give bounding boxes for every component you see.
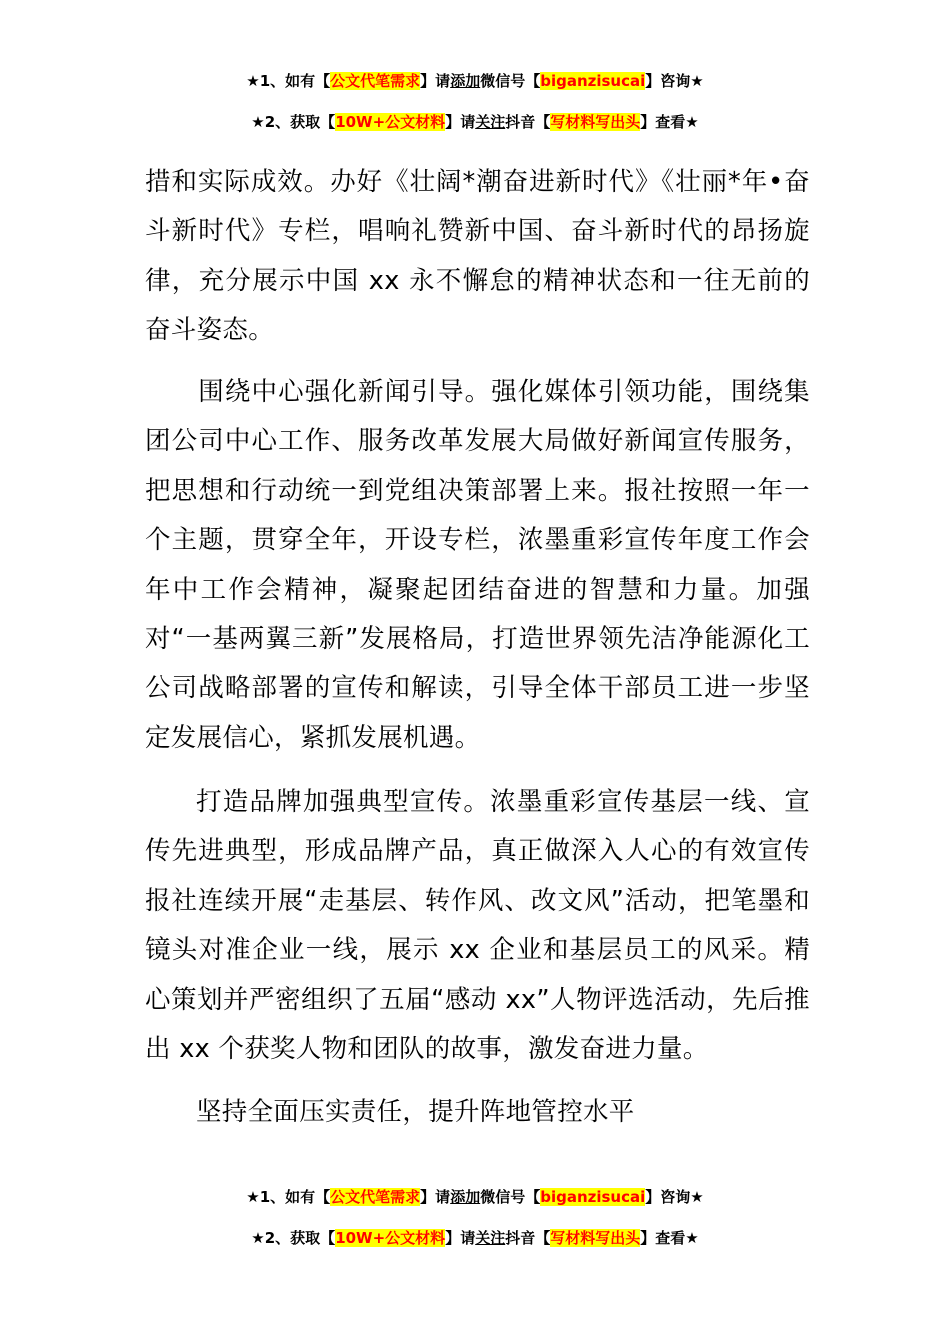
ad-banner-line-1-top <box>0 70 950 92</box>
ad-prefix: ★2、获取【 <box>251 1229 336 1247</box>
ad-text: 微信号【 <box>480 72 541 90</box>
body-paragraph-1: 措和实际成效。办好《壮阔*潮奋进新时代》《壮丽*年•奋斗新时代》专栏，唱响礼赞新中国、奋斗新时代的昂扬旋律，充分展示中国 xx 永不懈怠的精神状态和一往无前的奋斗姿态。 <box>145 167 810 346</box>
body-paragraph-3: 打造品牌加强典型宣传。浓墨重彩宣传基层一线、宣传先进典型，形成品牌产品，真正做深入人心的有效宣传报社连续开展“走基层、转作风、改文风”活动，把笔墨和镜头对准企业一线，展示 xx 企业和基层员工的风采。精心策划并严密组织了五届“感动 xx”人物评选活动，先后推出 xx 个获奖人物和团队的故事，激发奋进力量。 <box>145 787 810 1065</box>
ad-suffix: 】查看★ <box>640 1229 699 1247</box>
ad-suffix: 】查看★ <box>640 113 699 131</box>
ad-text: 】请 <box>420 1188 451 1206</box>
ad-prefix: ★1、如有【 <box>246 72 331 90</box>
ad-underlined-text: 关注 <box>475 1229 506 1247</box>
ad-banner-line-2-top <box>0 111 950 133</box>
ad-highlight-materials: 10W+公文材料 <box>335 113 446 131</box>
ad-suffix: 】咨询★ <box>645 72 704 90</box>
ad-underlined-text: 添加 <box>450 1188 481 1206</box>
ad-highlight-douyin-id: 写材料写出头 <box>550 113 641 131</box>
ad-text: 抖音【 <box>505 1229 551 1247</box>
ad-highlight-service: 公文代笔需求 <box>330 72 421 90</box>
ad-highlight-materials: 10W+公文材料 <box>335 1229 446 1247</box>
body-paragraph-2: 围绕中心强化新闻引导。强化媒体引领功能，围绕集团公司中心工作、服务改革发展大局做好新闻宣传服务，把思想和行动统一到党组决策部署上来。报社按照一年一个主题，贯穿全年，开设专栏，浓墨重彩宣传年度工作会年中工作会精神，凝聚起团结奋进的智慧和力量。加强对“一基两翼三新”发展格局，打造世界领先洁净能源化工公司战略部署的宣传和解读，引导全体干部员工进一步坚定发展信心，紧抓发展机遇。 <box>145 377 810 753</box>
ad-prefix: ★2、获取【 <box>251 113 336 131</box>
ad-banner-line-2-bottom <box>0 1227 950 1249</box>
ad-highlight-wechat-id: biganzisucai <box>540 1188 646 1206</box>
ad-suffix: 】咨询★ <box>645 1188 704 1206</box>
ad-text: 微信号【 <box>480 1188 541 1206</box>
ad-highlight-douyin-id: 写材料写出头 <box>550 1229 641 1247</box>
ad-prefix: ★1、如有【 <box>246 1188 331 1206</box>
ad-highlight-wechat-id: biganzisucai <box>540 72 646 90</box>
ad-text: 】请 <box>445 1229 476 1247</box>
ad-underlined-text: 关注 <box>475 113 506 131</box>
ad-underlined-text: 添加 <box>450 72 481 90</box>
section-heading: 坚持全面压实责任，提升阵地管控水平 <box>196 1097 635 1127</box>
ad-text: 】请 <box>445 113 476 131</box>
ad-text: 抖音【 <box>505 113 551 131</box>
ad-highlight-service: 公文代笔需求 <box>330 1188 421 1206</box>
ad-text: 】请 <box>420 72 451 90</box>
ad-banner-line-1-bottom <box>0 1186 950 1208</box>
